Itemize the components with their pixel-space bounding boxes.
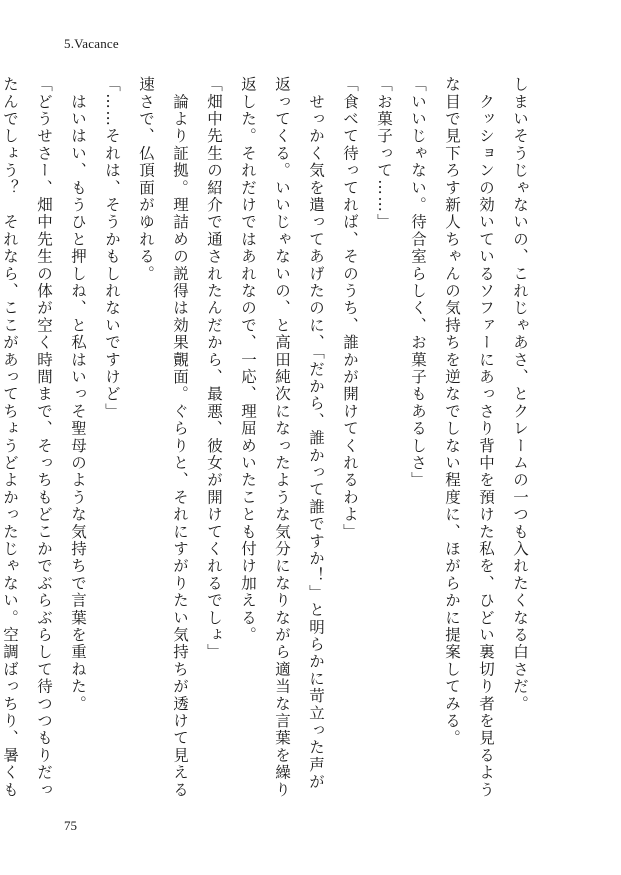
- text-line: 「お菓子って……」: [375, 76, 393, 231]
- text-line: クッションの効いているソファーにあっさり背中を預けた私を、ひどい裏切り者を見るよう: [477, 76, 495, 799]
- text-line: しまいそうじゃないの、これじゃあさ、とクレームの一つも入れたくなる白さだ。: [511, 76, 529, 713]
- text-line: 「どうせさー、畑中先生の体が空く時間まで、そっちもどこかでぶらぶらして待つつもりだっ: [35, 76, 53, 799]
- text-line: せっかく気を遣ってあげたのに、「だから、誰かって誰ですか！」と明らかに苛立った声が: [307, 76, 325, 791]
- text-line: はいはい、もうひと押しね、と私はいっそ聖母のような気持ちで言葉を重ねた。: [69, 76, 87, 713]
- text-line: 「……それは、そうかもしれないですけど」: [103, 76, 121, 420]
- text-line: 返ってくる。いいじゃないの、と高田純次になったような気分になりながら適当な言葉を繰り: [273, 76, 291, 799]
- page-number: 75: [64, 818, 77, 833]
- running-head: 5.Vacance: [64, 36, 119, 51]
- body-text: [1, 76, 537, 804]
- text-line: たんでしょう？ それなら、ここがあってちょうどよかったじゃない。空調ばっちり、暑くも: [1, 76, 19, 799]
- text-line: 返した。それだけではあれなので、一応、理屈めいたことも付け加える。: [239, 76, 257, 644]
- text-line: 「畑中先生の紹介で通されたんだから、最悪、彼女が開けてくれるでしょ」: [205, 76, 223, 661]
- text-line: 「食べて待ってれば、そのうち、誰かが開けてくれるわよ」: [341, 76, 359, 541]
- text-line: 論より証拠。理詰めの説得は効果覿面。ぐらりと、それにすがりたい気持ちが透けて見える: [171, 76, 189, 799]
- text-line: 「いいじゃない。待合室らしく、お菓子もあるしさ」: [409, 76, 427, 489]
- text-line: 速さで、仏頂面がゆれる。: [137, 76, 155, 283]
- text-line: な目で見下ろす新人ちゃんの気持ちを逆なでしない程度に、ほがらかに提案してみる。: [443, 76, 461, 747]
